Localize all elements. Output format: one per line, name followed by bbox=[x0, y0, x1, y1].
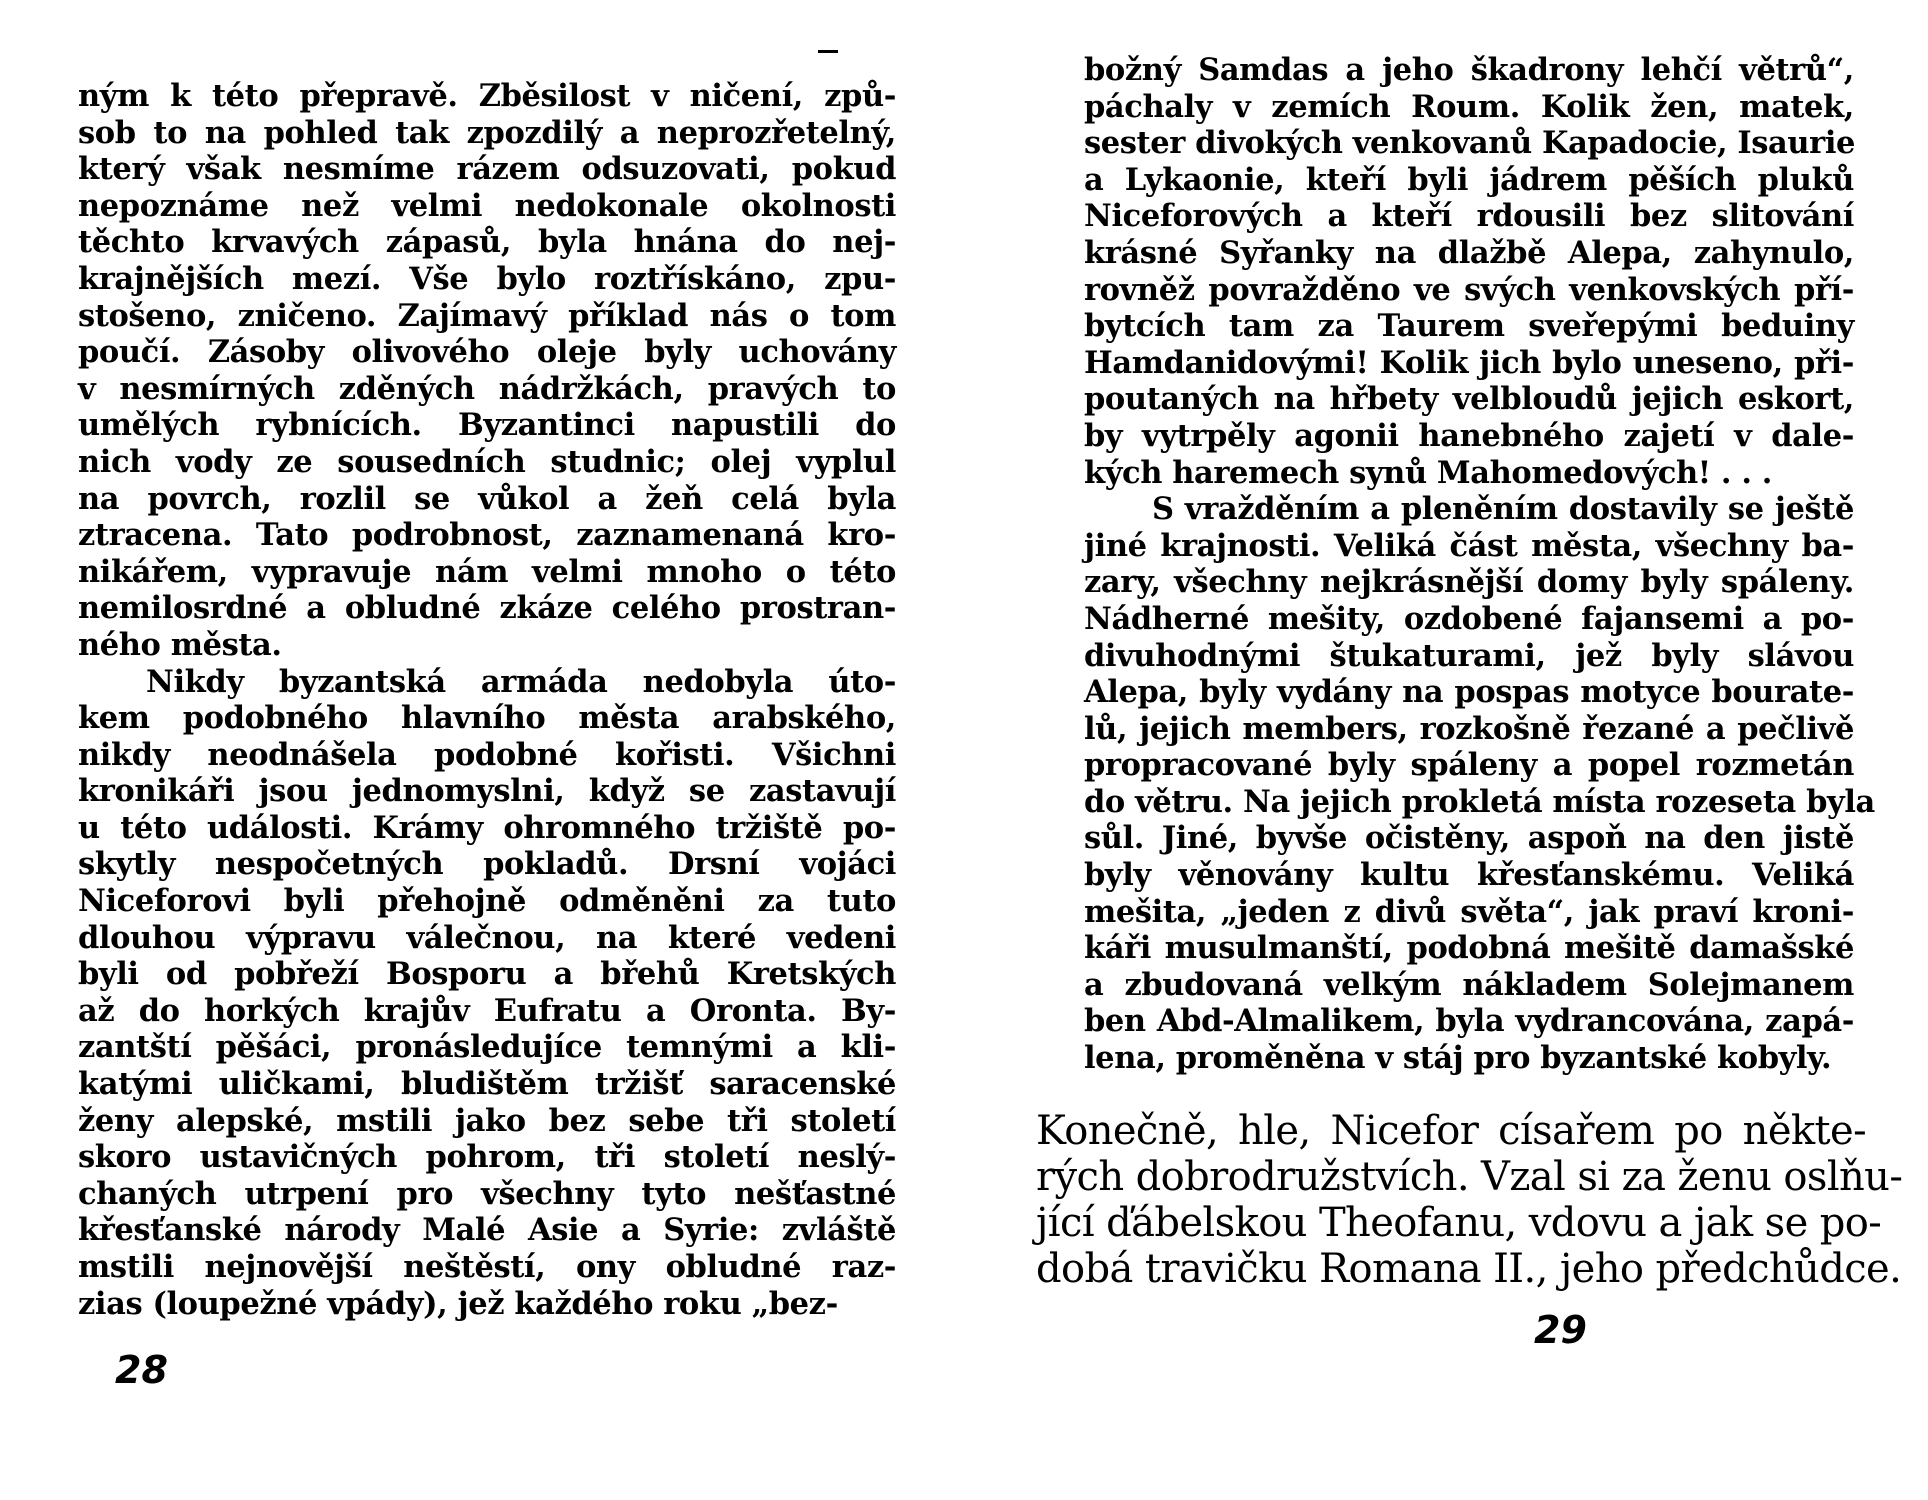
text-line: jiné krajnosti. Veliká část města, všechny ba- bbox=[1084, 527, 1854, 564]
text-line: dlouhou výpravu válečnou, na které vedeni bbox=[78, 919, 896, 956]
page-number-right: 29 bbox=[1534, 1308, 1587, 1352]
text-line: skoro ustavičných pohrom, tři století neslý- bbox=[78, 1139, 896, 1176]
text-line: ného města. bbox=[78, 626, 282, 663]
text-line: zary, všechny nejkrásnější domy byly spáleny. bbox=[1084, 564, 1854, 601]
page-number-left: 28 bbox=[115, 1348, 168, 1392]
text-line: kronikáři jsou jednomyslni, když se zastavují bbox=[78, 773, 896, 810]
text-line: nich vody ze sousedních studnic; olej vyplul bbox=[78, 443, 896, 480]
text-line: a Lykaonie, kteří byli jádrem pěších pluků bbox=[1084, 161, 1854, 198]
text-line: skytly nespočetných pokladů. Drsní vojáci bbox=[78, 846, 896, 883]
text-line: sester divokých venkovanů Kapadocie, Isaurie bbox=[1084, 125, 1856, 162]
text-line: ztracena. Tato podrobnost, zaznamenaná kro- bbox=[78, 517, 896, 554]
print-mark bbox=[818, 50, 838, 53]
text-line: rovněž povražděno ve svých venkovských pří- bbox=[1084, 271, 1854, 308]
text-line: sob to na pohled tak zpozdilý a neprozřetelný, bbox=[78, 114, 896, 151]
text-line: katými uličkami, bludištěm tržišť saracenské bbox=[78, 1066, 896, 1103]
text-line: křesťanské národy Malé Asie a Syrie: zvláště bbox=[78, 1212, 896, 1249]
caption-line: dobá travičku Romana II., jeho předchůdce. bbox=[1036, 1246, 1902, 1292]
text-line: na povrch, rozlil se vůkol a žeň celá byla bbox=[78, 480, 896, 517]
text-line: božný Samdas a jeho škadrony lehčí větrů“, bbox=[1084, 52, 1854, 88]
text-line: Nádherné mešity, ozdobené fajansemi a po- bbox=[1084, 600, 1854, 637]
text-line: sůl. Jiné, byvše očistěny, aspoň na den jistě bbox=[1084, 820, 1854, 857]
text-line: Hamdanidovými! Kolik jich bylo uneseno, při- bbox=[1084, 344, 1854, 381]
right-page bbox=[964, 0, 1928, 1500]
text-line: Niceforovi byli přehojně odměněni za tuto bbox=[78, 883, 896, 920]
paragraph bbox=[1084, 52, 1854, 491]
text-line: Niceforových a kteří rdousili bez slitování bbox=[1084, 198, 1854, 235]
text-line: lů, jejich members, rozkošně řezané a pečlivě bbox=[1084, 710, 1854, 747]
text-line: poutaných na hřbety velbloudů jejich eskort, bbox=[1084, 381, 1854, 418]
text-line: ben Abd-Almalikem, byla vydrancována, zapá- bbox=[1084, 1003, 1854, 1040]
text-line: ženy alepské, mstili jako bez sebe tři století bbox=[78, 1102, 896, 1139]
text-line: nemilosrdné a obludné zkáze celého prostran- bbox=[78, 590, 896, 627]
text-line: bytcích tam za Taurem sveřepými beduiny bbox=[1084, 308, 1854, 345]
text-line: káři musulmanští, podobná mešitě damašské bbox=[1084, 930, 1854, 967]
text-line: do větru. Na jejich prokletá místa rozeseta byla bbox=[1084, 783, 1875, 820]
text-line: u této události. Krámy ohromného tržiště po- bbox=[78, 809, 896, 846]
text-line: kých haremech synů Mahomedových! . . . bbox=[1084, 454, 1773, 491]
text-line: a zbudovaná velkým nákladem Solejmanem bbox=[1084, 966, 1854, 1003]
text-line: divuhodnými štukaturami, jež byly slávou bbox=[1084, 637, 1854, 674]
caption-line: rých dobrodružstvích. Vzal si za ženu oslňu- bbox=[1036, 1154, 1903, 1200]
text-line: páchaly v zemích Roum. Kolik žen, matek, bbox=[1084, 88, 1854, 125]
text-line: Nikdy byzantská armáda nedobyla úto- bbox=[146, 663, 896, 700]
text-line: zantští pěšáci, pronásledujíce temnými a kli- bbox=[78, 1029, 896, 1066]
text-line: zias (loupežné vpády), jež každého roku „bez- bbox=[78, 1285, 838, 1322]
text-line: stošeno, zničeno. Zajímavý příklad nás o tom bbox=[78, 297, 896, 334]
text-line: krajnějších mezí. Vše bylo roztřískáno, zpu- bbox=[78, 260, 896, 297]
paragraph bbox=[78, 78, 896, 664]
left-text-column bbox=[78, 78, 896, 1322]
text-line: chaných utrpení pro všechny tyto nešťastné bbox=[78, 1175, 896, 1212]
paragraph bbox=[78, 664, 896, 1323]
text-line: by vytrpěly agonii hanebného zajetí v dale- bbox=[1084, 417, 1854, 454]
text-line: ným k této přepravě. Zběsilost v ničení, způ- bbox=[78, 78, 896, 114]
text-line: nepoznáme než velmi nedokonale okolnosti bbox=[78, 187, 896, 224]
text-line: byli od pobřeží Bosporu a břehů Kretských bbox=[78, 956, 896, 993]
text-line: nikářem, vypravuje nám velmi mnoho o této bbox=[78, 553, 896, 590]
text-line: mstili nejnovější neštěstí, ony obludné raz- bbox=[78, 1249, 896, 1285]
text-line: krásné Syřanky na dlažbě Alepa, zahynulo, bbox=[1084, 234, 1854, 271]
text-line: až do horkých krajův Eufratu a Oronta. By- bbox=[78, 992, 896, 1029]
caption-line: jící ďábelskou Theofanu, vdovu a jak se po- bbox=[1036, 1200, 1882, 1246]
text-line: lena, proměněna v stáj pro byzantské kobyly. bbox=[1084, 1040, 1832, 1077]
text-line: těchto krvavých zápasů, byla hnána do nej- bbox=[78, 224, 896, 261]
text-line: Alepa, byly vydány na pospas motyce bourate- bbox=[1084, 674, 1854, 711]
text-line: který však nesmíme rázem odsuzovati, pokud bbox=[78, 151, 896, 188]
text-line: mešita, „jeden z divů světa“, jak praví kroni- bbox=[1084, 893, 1854, 930]
text-line: v nesmírných zděných nádržkách, pravých to bbox=[78, 370, 896, 407]
text-line: S vražděním a pleněním dostavily se ještě bbox=[1152, 491, 1854, 528]
text-line: kem podobného hlavního města arabského, bbox=[78, 700, 896, 737]
text-line: poučí. Zásoby olivového oleje byly uchovány bbox=[78, 334, 896, 371]
illustration-caption bbox=[1036, 1108, 1903, 1292]
caption-line: Konečně, hle, Nicefor císařem po někte- bbox=[1036, 1108, 1866, 1154]
text-line: propracované byly spáleny a popel rozmetán bbox=[1084, 747, 1854, 784]
paragraph bbox=[1084, 491, 1875, 1077]
text-line: nikdy neodnášela podobné kořisti. Všichni bbox=[78, 736, 896, 773]
text-line: umělých rybnících. Byzantinci napustili do bbox=[78, 407, 896, 444]
right-text-column bbox=[1084, 52, 1875, 1077]
text-line: byly věnovány kultu křesťanskému. Veliká bbox=[1084, 857, 1854, 894]
